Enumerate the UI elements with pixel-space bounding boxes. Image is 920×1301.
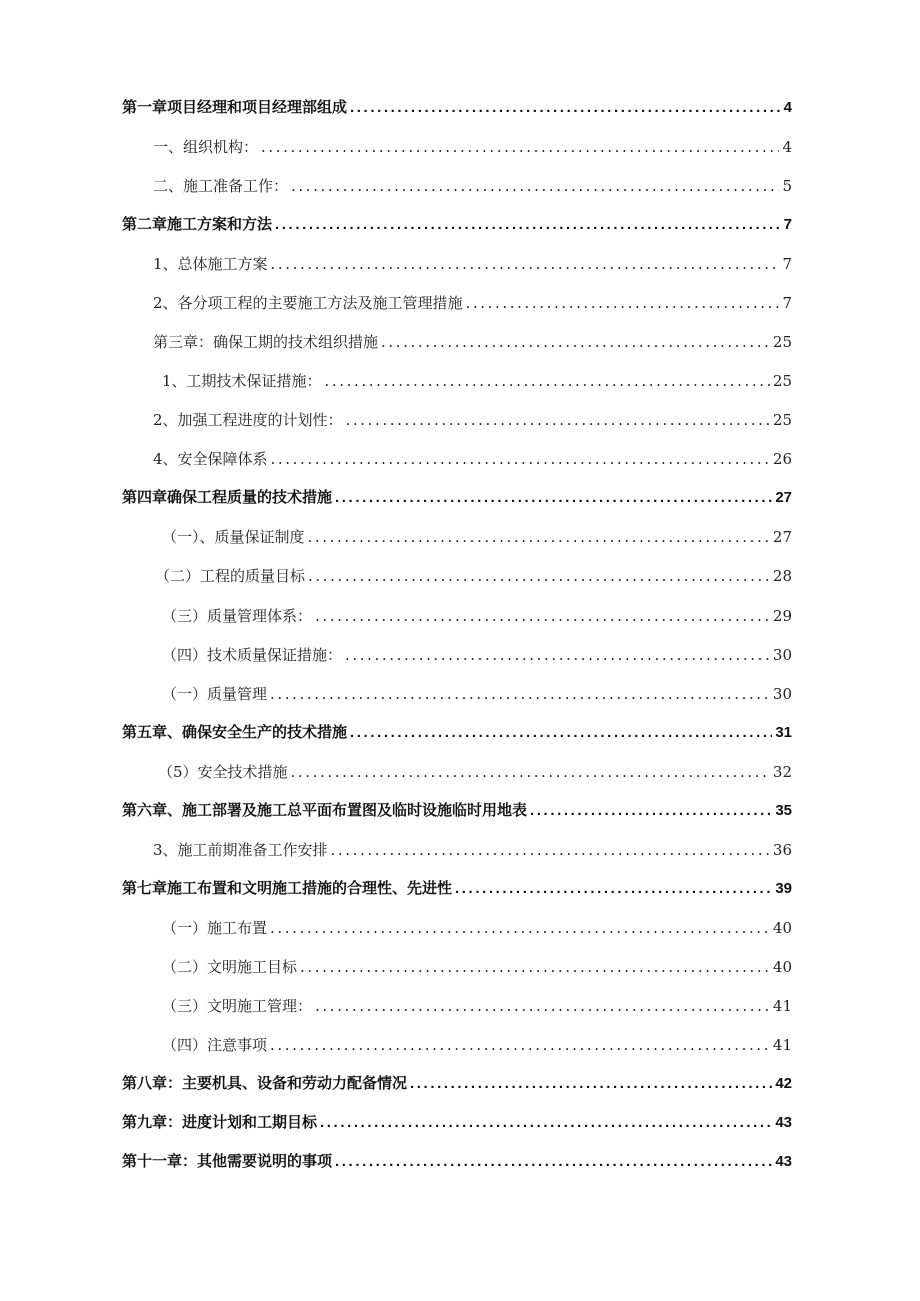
toc-entry-page: 5 <box>782 177 792 195</box>
toc-entry-page: 25 <box>772 333 792 351</box>
toc-dot-leader <box>271 251 780 277</box>
toc-entry-title: 第十一章：其他需要说明的事项 <box>122 1153 333 1170</box>
toc-entry[interactable] <box>122 720 792 746</box>
toc-dot-leader <box>466 290 780 316</box>
toc-dot-leader <box>308 563 770 589</box>
toc-dot-leader <box>270 1032 770 1058</box>
toc-entry[interactable] <box>162 524 792 550</box>
toc-entry[interactable] <box>153 290 792 316</box>
toc-entry-title: 2、各分项工程的主要施工方法及施工管理措施 <box>153 294 463 312</box>
toc-dot-leader <box>275 212 781 238</box>
toc-dot-leader <box>270 915 770 941</box>
toc-dot-leader <box>345 642 770 668</box>
toc-entry-page: 4 <box>783 99 792 116</box>
toc-entry-title: 第五章、确保安全生产的技术措施 <box>122 724 348 741</box>
toc-entry-page: 36 <box>772 841 792 859</box>
toc-dot-leader <box>315 993 770 1019</box>
toc-entry[interactable] <box>162 993 792 1019</box>
toc-entry-page: 40 <box>772 919 792 937</box>
toc-entry-page: 26 <box>772 450 792 468</box>
toc-entry[interactable] <box>162 915 792 941</box>
toc-dot-leader <box>331 837 770 863</box>
toc-entry-page: 30 <box>772 685 792 703</box>
toc-entry-title: 第二章施工方案和方法 <box>122 216 273 233</box>
toc-entry-title: （5）安全技术措施 <box>158 763 288 781</box>
toc-dot-leader <box>271 446 770 472</box>
toc-dot-leader <box>381 329 770 355</box>
toc-dot-leader <box>291 759 770 785</box>
toc-entry-page: 29 <box>772 607 792 625</box>
toc-dot-leader <box>315 603 770 629</box>
toc-entry-title: 第八章：主要机具、设备和劳动力配备情况 <box>122 1075 408 1092</box>
toc-entry[interactable] <box>122 212 792 238</box>
toc-entry-page: 27 <box>772 528 792 546</box>
toc-entry[interactable] <box>158 759 792 785</box>
toc-dot-leader <box>335 485 772 511</box>
toc-entry-page: 27 <box>775 489 792 506</box>
toc-entry-page: 31 <box>775 724 792 741</box>
toc-entry-title: 3、施工前期准备工作安排 <box>153 841 328 859</box>
toc-entry-title: 第四章确保工程质量的技术措施 <box>122 489 333 506</box>
toc-entry[interactable] <box>122 876 792 902</box>
toc-entry-title: 第七章施工布置和文明施工措施的合理性、先进性 <box>122 880 453 897</box>
toc-entry-title: （一）施工布置 <box>162 919 268 937</box>
toc-entry-title: 第九章：进度计划和工期目标 <box>122 1114 318 1131</box>
toc-entry-title: 1、工期技术保证措施： <box>162 372 322 390</box>
toc-entry-page: 32 <box>772 763 792 781</box>
toc-entry[interactable] <box>153 329 792 355</box>
toc-entry[interactable] <box>122 485 792 511</box>
toc-entry[interactable] <box>122 1149 792 1175</box>
toc-entry-title: （四）技术质量保证措施： <box>162 646 343 664</box>
toc-entry[interactable] <box>122 95 792 121</box>
toc-dot-leader <box>350 720 772 746</box>
toc-entry-page: 39 <box>775 880 792 897</box>
toc-entry-title: （三）文明施工管理： <box>162 997 313 1015</box>
toc-entry-title: 第三章：确保工期的技术组织措施 <box>153 333 379 351</box>
toc-entry[interactable] <box>155 563 792 589</box>
toc-entry-page: 43 <box>775 1153 792 1170</box>
toc-entry-title: （三）质量管理体系： <box>162 607 313 625</box>
toc-entry-page: 41 <box>772 997 792 1015</box>
toc-entry-page: 41 <box>772 1036 792 1054</box>
toc-entry-title: （二）工程的质量目标 <box>155 567 306 585</box>
toc-entry[interactable] <box>122 1110 792 1136</box>
toc-entry[interactable] <box>153 446 792 472</box>
toc-dot-leader <box>320 1110 772 1136</box>
toc-dot-leader <box>410 1071 772 1097</box>
toc-entry[interactable] <box>153 251 792 277</box>
toc-dot-leader <box>530 798 772 824</box>
toc-dot-leader <box>335 1149 772 1175</box>
toc-dot-leader <box>325 368 770 394</box>
toc-entry[interactable] <box>162 1032 792 1058</box>
toc-entry-page: 35 <box>775 802 792 819</box>
toc-entry[interactable] <box>162 642 792 668</box>
toc-entry[interactable] <box>122 1071 792 1097</box>
toc-dot-leader <box>270 681 770 707</box>
toc-entry-page: 30 <box>772 646 792 664</box>
toc-entry-title: 一、组织机构： <box>153 138 259 156</box>
toc-entry-title: （一）、质量保证制度 <box>162 528 305 546</box>
toc-entry-title: （二）文明施工目标 <box>162 958 298 976</box>
toc-entry-title: 4、安全保障体系 <box>153 450 268 468</box>
toc-entry-page: 25 <box>772 372 792 390</box>
toc-dot-leader <box>291 173 779 199</box>
toc-entry-page: 43 <box>775 1114 792 1131</box>
toc-entry-title: 二、施工准备工作： <box>153 177 289 195</box>
toc-dot-leader <box>261 134 779 160</box>
toc-entry-title: 1、总体施工方案 <box>153 255 268 273</box>
toc-entry-title: 第一章项目经理和项目经理部组成 <box>122 99 348 116</box>
toc-entry-page: 40 <box>772 958 792 976</box>
toc-entry-title: 第六章、施工部署及施工总平面布置图及临时设施临时用地表 <box>122 802 528 819</box>
toc-entry[interactable] <box>153 407 792 433</box>
toc-entry-title: （四）注意事项 <box>162 1036 268 1054</box>
toc-dot-leader <box>455 876 772 902</box>
toc-dot-leader <box>308 524 770 550</box>
toc-entry-title: 2、加强工程进度的计划性： <box>153 411 343 429</box>
toc-entry[interactable] <box>162 681 792 707</box>
toc-entry-title: （一）质量管理 <box>162 685 268 703</box>
toc-entry[interactable] <box>162 603 792 629</box>
toc-entry-page: 4 <box>782 138 792 156</box>
toc-entry-page: 7 <box>783 216 792 233</box>
toc-entry-page: 25 <box>772 411 792 429</box>
toc-dot-leader <box>346 407 770 433</box>
toc-entry[interactable] <box>153 837 792 863</box>
toc-entry[interactable] <box>162 954 792 980</box>
toc-entry-page: 28 <box>772 567 792 585</box>
toc-entry[interactable] <box>122 798 792 824</box>
toc-entry-page: 7 <box>782 294 792 312</box>
toc-entry-page: 7 <box>782 255 792 273</box>
toc-entry[interactable] <box>153 134 792 160</box>
toc-entry-page: 42 <box>775 1075 792 1092</box>
toc-entry[interactable] <box>162 368 792 394</box>
toc-entry[interactable] <box>153 173 792 199</box>
toc-dot-leader <box>300 954 770 980</box>
toc-dot-leader <box>350 95 781 121</box>
